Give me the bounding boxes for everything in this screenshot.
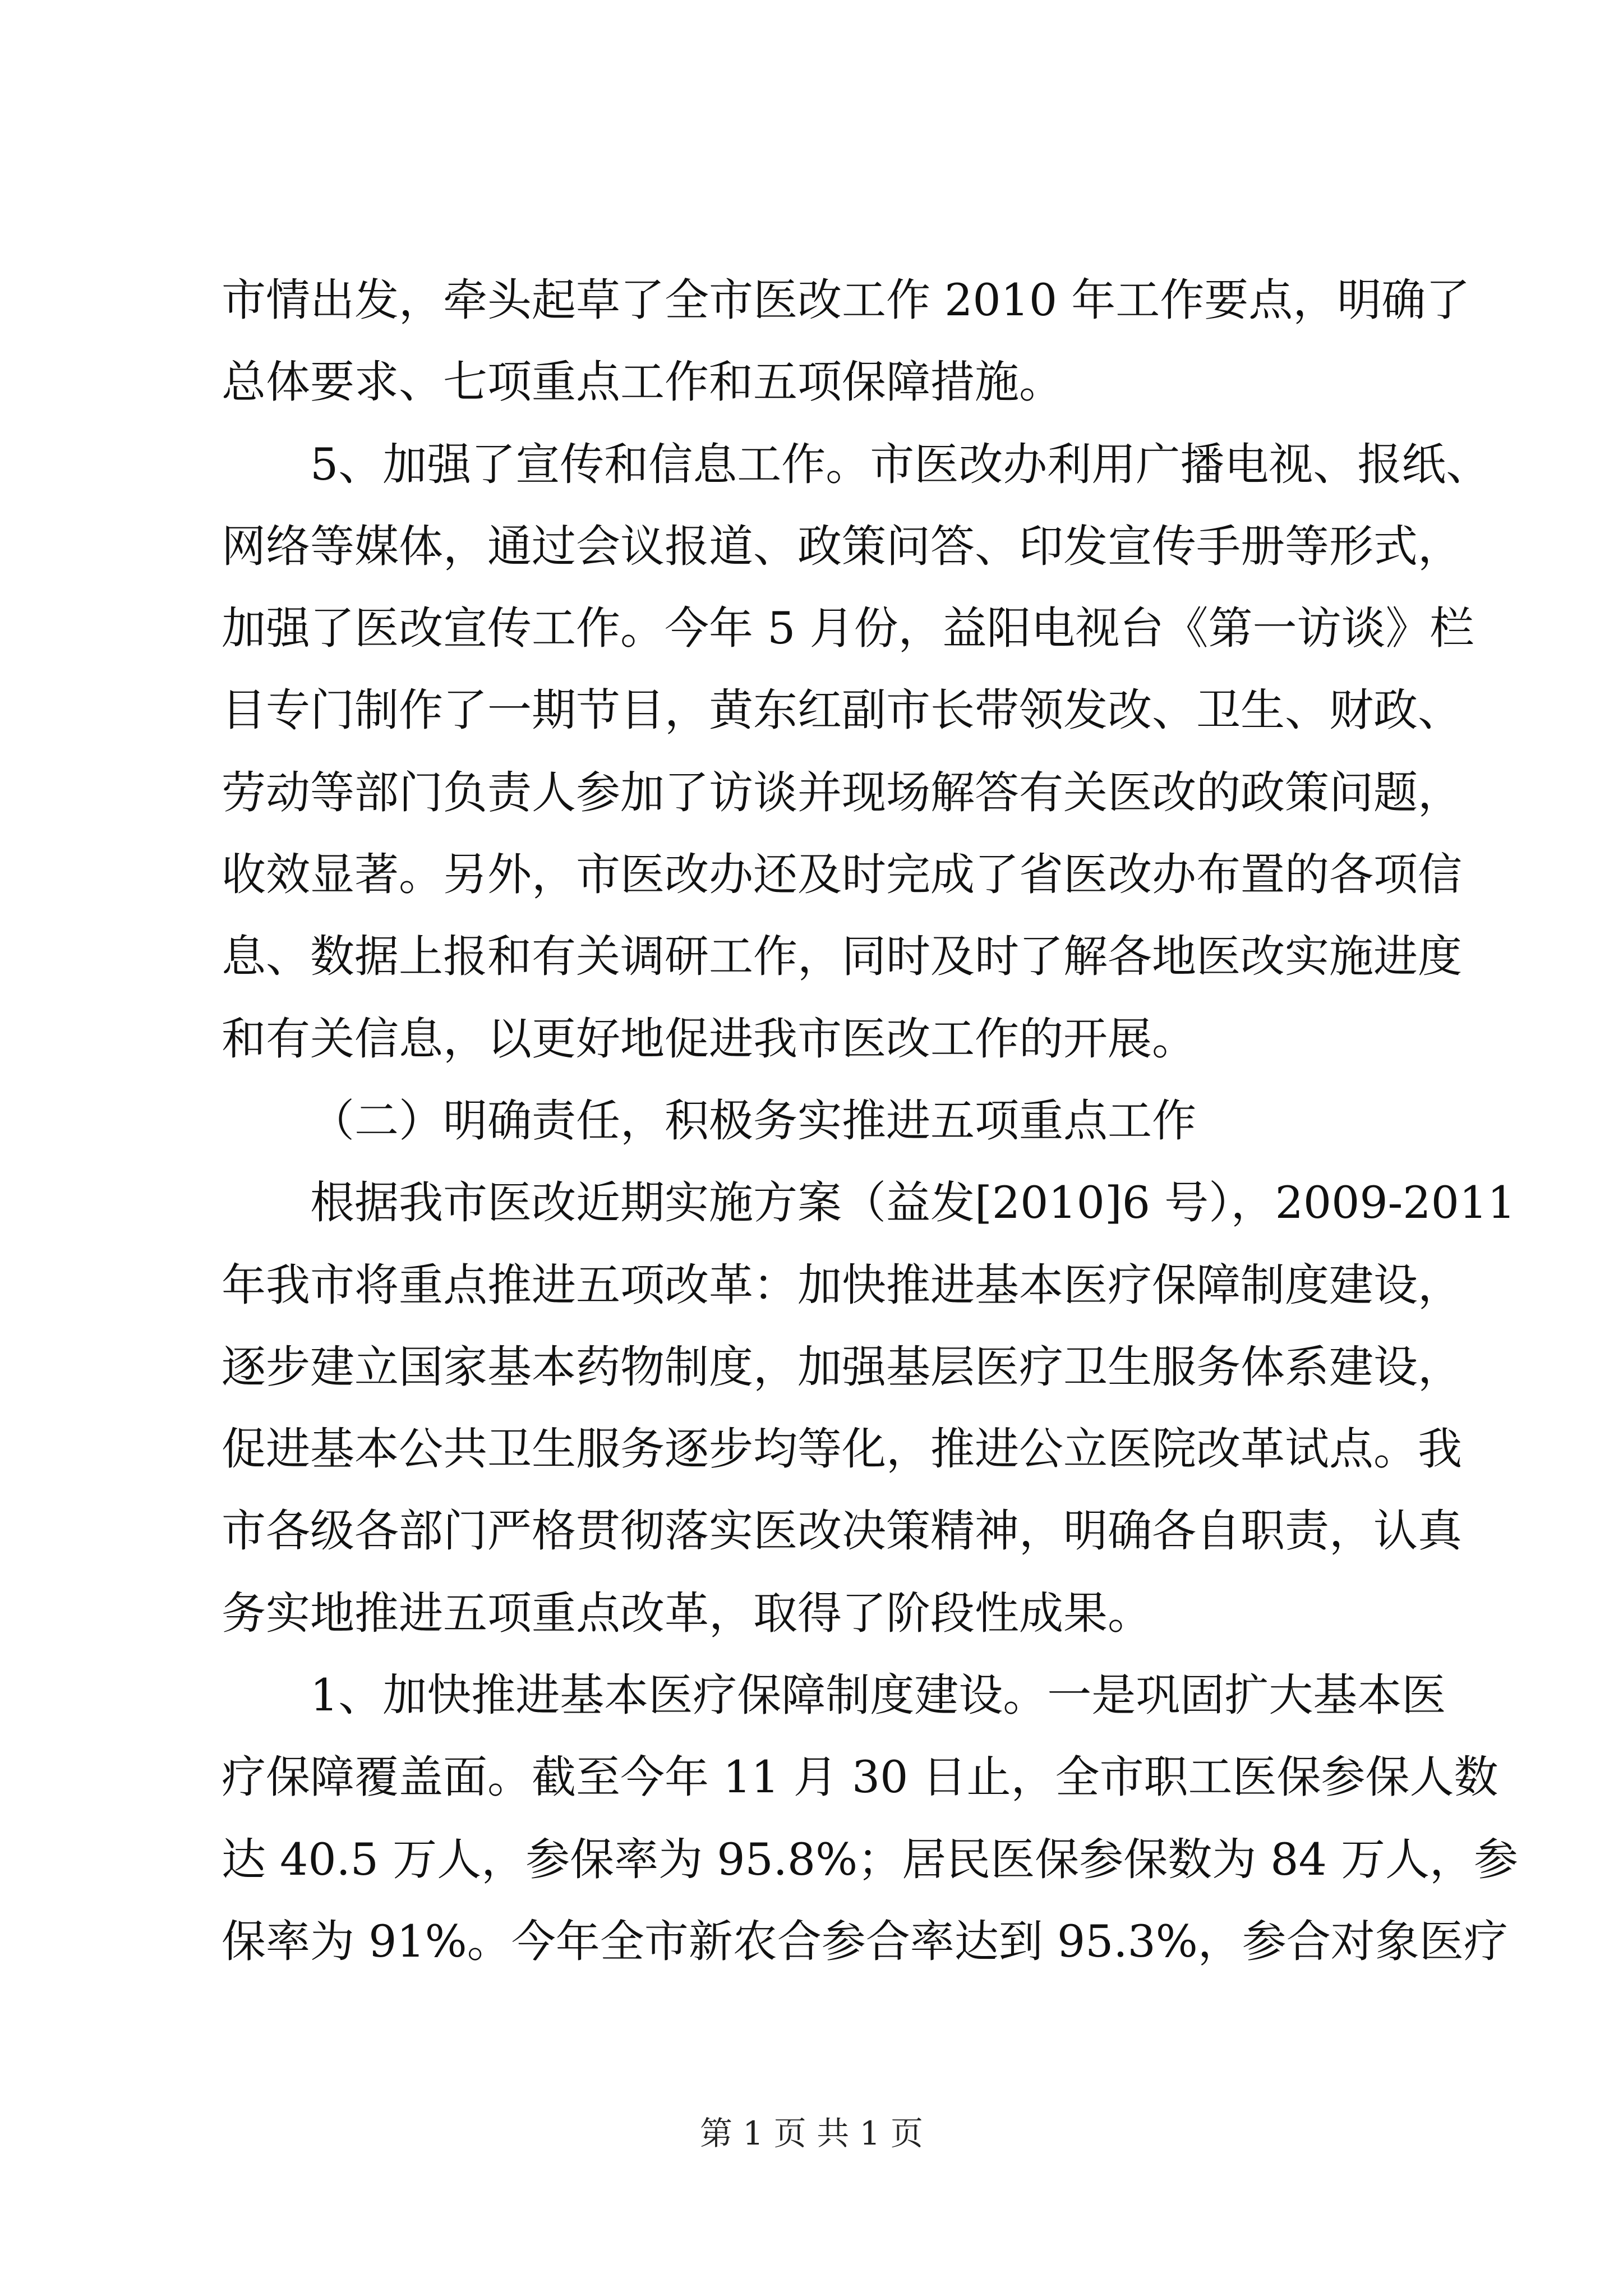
text-line: 1、加快推进基本医疗保障制度建设。一是巩固扩大基本医 [310,1669,1446,1722]
text-line: 加强了医改宣传工作。今年 5 月份，益阳电视台《第一访谈》栏 [222,602,1474,655]
text-line: 目专门制作了一期节目，黄东红副市长带领发改、卫生、财政、 [222,684,1462,737]
text-line: 市各级各部门严格贯彻落实医改决策精神，明确各自职责，认真 [222,1505,1462,1557]
text-line: 网络等媒体，通过会议报道、政策问答、印发宣传手册等形式， [222,520,1462,572]
text-line: 达 40.5 万人，参保率为 95.8%；居民医保参保数为 84 万人，参 [222,1833,1518,1885]
text-line: 逐步建立国家基本药物制度，加强基层医疗卫生服务体系建设， [222,1341,1462,1393]
paragraph-continuation [222,259,1470,424]
page-number-label: 第 1 页 共 1 页 [700,2114,923,2152]
section-heading-text: （二）明确责任，积极务实推进五项重点工作 [310,1094,1196,1147]
text-line: 保率为 91%。今年全市新农合参合率达到 95.3%，参合对象医疗 [222,1915,1508,1967]
text-line: 总体要求、七项重点工作和五项保障措施。 [222,356,1063,408]
paragraph-item-5 [222,424,1491,1080]
document-body [222,259,1518,1982]
text-line: 5、加强了宣传和信息工作。市医改办利用广播电视、报纸、 [310,438,1491,490]
text-line: 收效显著。另外，市医改办还及时完成了省医改办布置的各项信 [222,849,1462,901]
text-line: 根据我市医改近期实施方案（益发[2010]6 号），2009-2011 [310,1177,1516,1229]
text-line: 息、数据上报和有关调研工作，同时及时了解各地医改实施进度 [222,931,1462,983]
text-line: 促进基本公共卫生服务逐步均等化，推进公立医院改革试点。我 [222,1423,1462,1475]
page-footer [0,2111,1623,2156]
text-line: 疗保障覆盖面。截至今年 11 月 30 日止，全市职工医保参保人数 [222,1751,1498,1803]
paragraph-reform-overview [222,1162,1516,1654]
section-heading [222,1080,1422,1162]
paragraph-item-1 [222,1654,1518,1982]
text-line: 务实地推进五项重点改革，取得了阶段性成果。 [222,1587,1152,1639]
text-line: 和有关信息，以更好地促进我市医改工作的开展。 [222,1013,1196,1065]
text-line: 市情出发，牵头起草了全市医改工作 2010 年工作要点，明确了 [222,274,1470,326]
text-line: 劳动等部门负责人参加了访谈并现场解答有关医改的政策问题， [222,766,1462,818]
text-line: 年我市将重点推进五项改革：加快推进基本医疗保障制度建设， [222,1259,1462,1311]
